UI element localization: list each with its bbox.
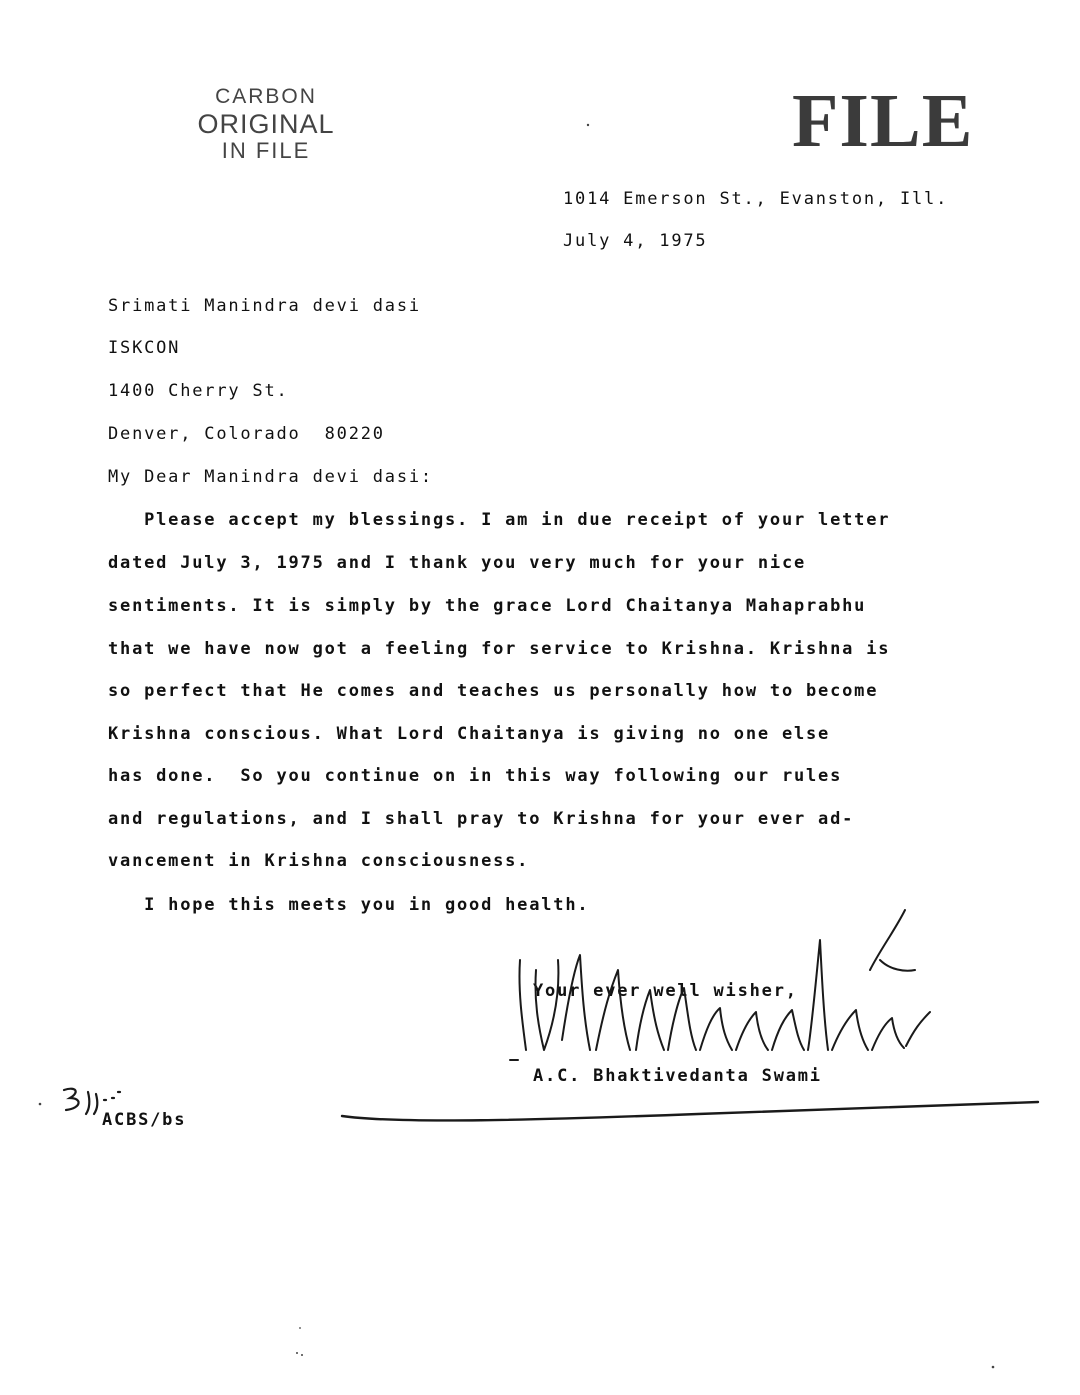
sender-address: 1014 Emerson St., Evanston, Ill. <box>563 189 949 209</box>
closing-paragraph: I hope this meets you in good health. <box>108 895 590 915</box>
body-line-6: Krishna conscious. What Lord Chaitanya is giving no one else <box>108 724 831 744</box>
body-line-4: that we have now got a feeling for service to Krishna. Krishna is <box>108 639 891 659</box>
body-line-9: vancement in Krishna consciousness. <box>108 851 530 871</box>
body-line-7: has done. So you continue on in this way following our rules <box>108 766 843 786</box>
carbon-stamp-line1: CARBON <box>215 85 317 108</box>
recipient-street: 1400 Cherry St. <box>108 381 289 401</box>
body-line-3: sentiments. It is simply by the grace Lord Chaitanya Mahaprabhu <box>108 596 867 616</box>
body-line-2: dated July 3, 1975 and I thank you very much for your nice <box>108 553 807 573</box>
recipient-name: Srimati Manindra devi dasi <box>108 296 421 316</box>
file-stamp: FILE <box>792 79 974 163</box>
body-line-5: so perfect that He comes and teaches us personally how to become <box>108 681 879 701</box>
carbon-stamp-line2: ORIGINAL <box>197 109 335 139</box>
closing: Your ever well wisher, <box>533 981 798 1001</box>
signer-name: A.C. Bhaktivedanta Swami <box>533 1066 822 1086</box>
recipient-city: Denver, Colorado 80220 <box>108 424 385 444</box>
recipient-org: ISKCON <box>108 338 181 358</box>
carbon-stamp-line3: IN FILE <box>221 138 311 163</box>
letter-date: July 4, 1975 <box>563 231 708 251</box>
salutation: My Dear Manindra devi dasi: <box>108 467 433 487</box>
body-line-8: and regulations, and I shall pray to Krishna for your ever ad- <box>108 809 855 829</box>
typist-initials: ACBS/bs <box>102 1110 187 1130</box>
body-line-1: Please accept my blessings. I am in due receipt of your letter <box>108 510 891 530</box>
